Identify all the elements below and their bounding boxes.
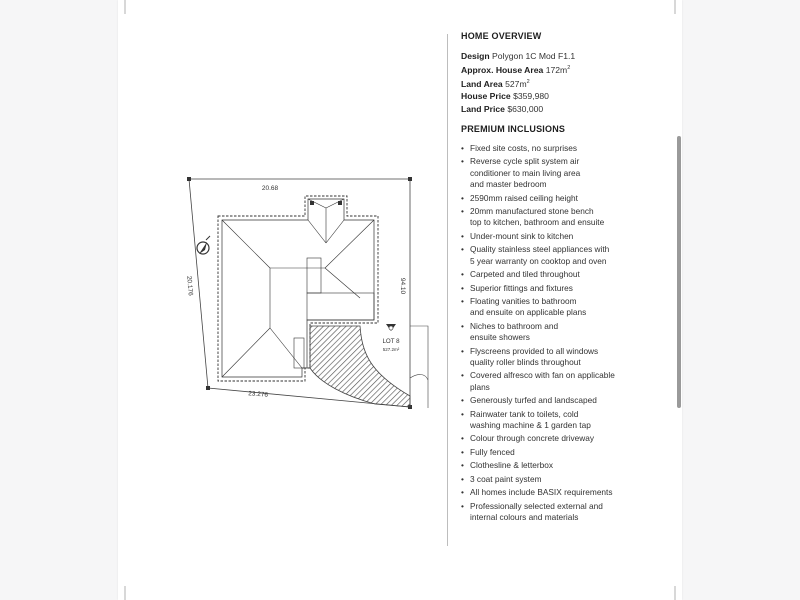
house-area-label: Approx. House Area [461, 65, 544, 76]
list-item [461, 244, 661, 267]
vertical-scrollbar[interactable] [677, 136, 681, 408]
house-area-value: 172m [545, 65, 568, 76]
dimension-right: 94.10 [399, 277, 406, 295]
inclusion-text: Generously turfed and landscaped [470, 395, 597, 406]
dimension-bottom: 23.276 [247, 390, 269, 399]
premium-inclusions-section [461, 124, 661, 526]
inclusion-text: 2590mm raised ceiling height [470, 192, 578, 203]
land-area-unit-sup: 2 [526, 79, 530, 86]
site-plan-drawing [170, 168, 440, 418]
inclusion-text: 20mm manufactured stone bench top to kitchen, bathroom and ensuite [470, 206, 605, 228]
list-item [461, 474, 661, 485]
list-item [461, 156, 661, 190]
inclusion-text: Fully fenced [470, 446, 515, 457]
dimension-top: 20.68 [261, 185, 279, 192]
inclusion-text: Floating vanities to bathroom and ensuite on applicable plans [470, 296, 587, 318]
list-item [461, 460, 661, 471]
inclusion-text: 3 coat paint system [470, 473, 542, 484]
inclusion-text: Colour through concrete driveway [470, 433, 595, 444]
inclusion-text: Carpeted and tiled throughout [470, 269, 580, 280]
inclusion-text: Clothesline & letterbox [470, 460, 554, 471]
house-price-value: $359,980 [513, 91, 549, 102]
column-divider [447, 34, 448, 546]
premium-inclusions-heading: PREMIUM INCLUSIONS [461, 124, 566, 134]
inclusion-text: Quality stainless steel appliances with 5 year warranty on cooktop and oven [470, 244, 610, 266]
inclusion-text: Niches to bathroom and ensuite showers [470, 320, 559, 343]
inclusion-text: Fixed site costs, no surprises [470, 143, 577, 153]
inclusion-text: All homes include BASIX requirements [470, 487, 613, 498]
inclusion-text: Professionally selected external and internal colours and materials [470, 500, 603, 523]
inclusion-text: Rainwater tank to toilets, cold washing machine & 1 garden tap [470, 408, 591, 430]
service-pit-icon [386, 324, 396, 331]
land-price-row [461, 103, 661, 115]
home-overview-heading: HOME OVERVIEW [461, 31, 542, 41]
land-area-label: Land Area [461, 79, 503, 90]
lot-area: 527.2m² [382, 347, 400, 352]
inclusion-text: Reverse cycle split system air conditioner to main living area and master bedroom [470, 156, 581, 190]
page-border-bottom-left [124, 586, 126, 600]
list-item [461, 206, 661, 229]
page-margin-left [0, 0, 118, 600]
lot-label: LOT 8 [382, 338, 400, 345]
list-item [461, 447, 661, 458]
list-item [461, 143, 661, 154]
north-arrow-icon [197, 236, 210, 254]
land-area-row [461, 76, 661, 90]
house-area-unit-sup: 2 [567, 65, 571, 72]
design-value: Polygon 1C Mod F1.1 [492, 51, 576, 61]
list-item [461, 269, 661, 280]
home-overview-section [461, 31, 661, 115]
list-item [461, 395, 661, 406]
list-item [461, 193, 661, 204]
page-border-bottom-right [674, 586, 676, 600]
land-price-label: Land Price [461, 103, 505, 114]
list-item [461, 370, 661, 393]
dimension-left: 20.176 [185, 275, 194, 297]
list-item [461, 487, 661, 498]
inclusion-text: Superior fittings and fixtures [470, 282, 573, 293]
list-item [461, 409, 661, 432]
list-item [461, 346, 661, 369]
page-border-right [674, 0, 676, 14]
inclusion-text: Flyscreens provided to all windows quality roller blinds throughout [470, 345, 599, 367]
design-label: Design [461, 51, 490, 61]
house-price-label: House Price [461, 91, 511, 102]
land-price-value: $630,000 [507, 103, 544, 114]
list-item [461, 501, 661, 524]
design-row [461, 50, 661, 62]
inclusion-text: Covered alfresco with fan on applicable plans [470, 370, 615, 392]
list-item [461, 283, 661, 294]
list-item [461, 321, 661, 344]
list-item [461, 296, 661, 319]
list-item [461, 231, 661, 242]
house-price-row [461, 90, 661, 102]
land-area-value: 527m [505, 79, 527, 90]
house-area-row [461, 62, 661, 76]
page-border-left [124, 0, 126, 14]
inclusion-text: Under-mount sink to kitchen [470, 230, 574, 241]
page-margin-right [682, 0, 800, 600]
list-item [461, 433, 661, 444]
inclusions-list [461, 143, 661, 523]
